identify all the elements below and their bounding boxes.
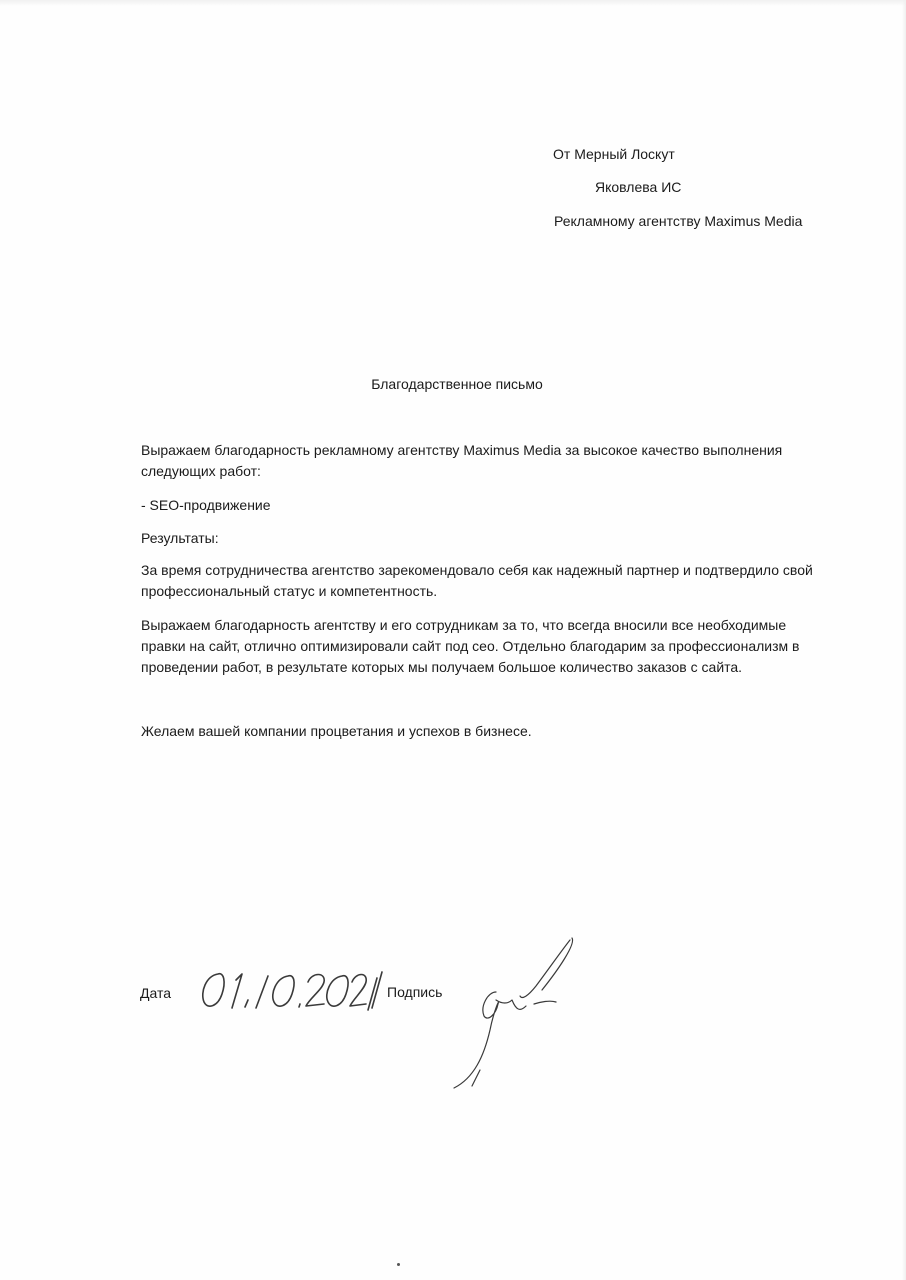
paragraph-gratitude-intro: Выражаем благодарность рекламному агентству Maximus Media за высокое качество выполнения следующих работ: bbox=[141, 442, 783, 479]
handwritten-date bbox=[196, 962, 388, 1018]
paragraph-closing-wish: Желаем вашей компании процветания и успехов в бизнесе. bbox=[141, 723, 532, 739]
scan-edge-top bbox=[0, 0, 906, 6]
scan-edge-right bbox=[902, 0, 906, 1280]
letter-title-text: Благодарственное письмо bbox=[371, 376, 543, 392]
paragraph-service-item: - SEO-продвижение bbox=[141, 497, 271, 513]
scan-speck bbox=[397, 1263, 400, 1266]
paragraph-results-text: За время сотрудничества агентство зарекомендовало себя как надежный партнер и подтвердило свой профессиональный статус и компетентность. bbox=[141, 562, 813, 599]
handwritten-signature bbox=[450, 930, 580, 1095]
recipient-line: Рекламному агентству Maximus Media bbox=[554, 213, 803, 229]
letter-title bbox=[0, 375, 906, 393]
sender-name: Яковлева ИС bbox=[595, 179, 682, 195]
paragraph-thanks-staff: Выражаем благодарность агентству и его сотрудникам за то, что всегда вносили все необходимые правки на сайт, отлично оптимизировали сайт под сео. Отдельно благодарим за профессионализм в проведении работ, в результате которых мы получаем большое количество заказов с сайта. bbox=[141, 617, 800, 675]
paragraph-results-heading: Результаты: bbox=[141, 530, 219, 546]
sender-company: От Мерный Лоскут bbox=[553, 146, 675, 162]
date-label: Дата bbox=[140, 985, 172, 1001]
signature-label: Подпись bbox=[387, 984, 443, 1000]
